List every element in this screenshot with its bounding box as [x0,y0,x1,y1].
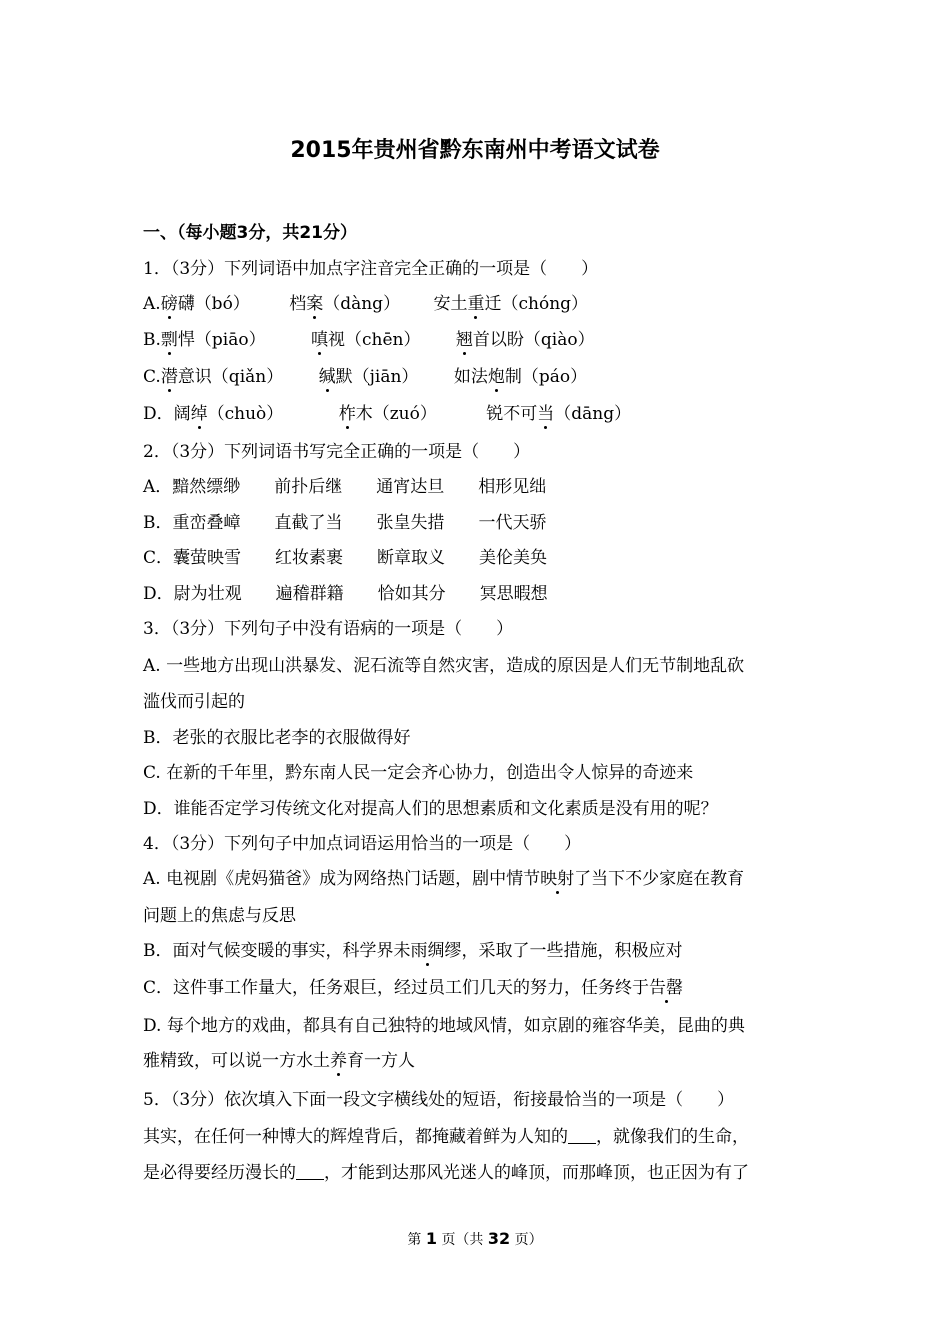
section-heading: 一、（每小题3分，共21分） [143,223,357,243]
dotted-word: 映射 [540,869,575,889]
q3-option-a: A. 一些地方出现山洪暴发、泥石流等自然灾害，造成的原因是人们无节制地乱砍 [143,656,745,676]
q2-option-c: C．囊萤映雪 红妆素裹 断章取义 美伦美奂 [143,548,548,568]
q4-option-a-cont: 问题上的焦虑与反思 [143,906,296,926]
question-1-stem: 1．（3分）下列词语中加点字注音完全正确的一项是（ ） [143,259,599,279]
answer-blank [568,1127,596,1144]
page-number: 1 [425,1229,437,1248]
q1-option-c: C.潜意识（qiǎn） 缄默（jiān） 如法炮制（páo） [143,367,588,387]
q5-passage-line-2: 是必得要经历漫长的 ，才能到达那风光迷人的峰顶，而那峰顶，也正因为有了 [143,1163,749,1183]
q4-option-a: A. 电视剧《虎妈猫爸》成为网络热门话题，剧中情节映射了当下不少家庭在教育 [143,869,745,889]
q2-option-a: A．黯然缥缈 前扑后继 通宵达旦 相形见绌 [143,477,547,497]
q2-option-d: D．尉为壮观 遍稽群籍 恰如其分 冥思暇想 [143,584,548,604]
q3-option-a-cont: 滥伐而引起的 [143,692,245,712]
page-footer: 第 1 页（共 32 页） [407,1229,543,1248]
dotted-word: 未雨绸缪 [393,941,462,961]
dotted-word: 告罄 [649,978,684,998]
question-2-stem: 2．（3分）下列词语书写完全正确的一项是（ ） [143,442,531,462]
q2-option-b: B．重峦叠嶂 直截了当 张皇失措 一代天骄 [143,513,547,533]
q3-option-d: D．谁能否定学习传统文化对提高人们的思想素质和文化素质是没有用的呢？ [143,799,718,819]
q3-option-c: C. 在新的千年里，黔东南人民一定会齐心协力，创造出令人惊异的奇迹来 [143,763,694,783]
question-5-stem: 5．（3分）依次填入下面一段文字横线处的短语，衔接最恰当的一项是（ ） [143,1090,735,1110]
question-3-stem: 3．（3分）下列句子中没有语病的一项是（ ） [143,619,514,639]
q4-option-d: D. 每个地方的戏曲，都具有自己独特的地域风情，如京剧的雍容华美，昆曲的典 [143,1016,745,1036]
q4-option-d-cont: 雅精致，可以说一方水土养育一方人 [143,1051,415,1071]
q3-option-b: B．老张的衣服比老李的衣服做得好 [143,728,411,748]
q4-option-b: B．面对气候变暖的事实，科学界未雨绸缪，采取了一些措施，积极应对 [143,941,683,961]
question-4-stem: 4．（3分）下列句子中加点词语运用恰当的一项是（ ） [143,834,582,854]
total-pages: 32 [487,1229,511,1248]
q1-option-b: B.剽悍（piāo） 嗔视（chēn） 翘首以盼（qiào） [143,330,595,350]
q1-option-d: D．阔绰（chuò） 柞木（zuó） 锐不可当（dāng） [143,404,632,424]
q4-option-c: C．这件事工作量大，任务艰巨，经过员工们几天的努力，任务终于告罄 [143,978,684,998]
q1-option-a: A.磅礴（bó） 档案（dàng） 安土重迁（chóng） [143,294,589,314]
dotted-word: 一方水土养育一方人 [262,1051,415,1071]
q5-passage-line-1: 其实，在任何一种博大的辉煌背后，都掩藏着鲜为人知的 ，就像我们的生命， [143,1127,749,1147]
page-title: 2015年贵州省黔东南州中考语文试卷 [290,138,660,163]
answer-blank [296,1163,324,1180]
